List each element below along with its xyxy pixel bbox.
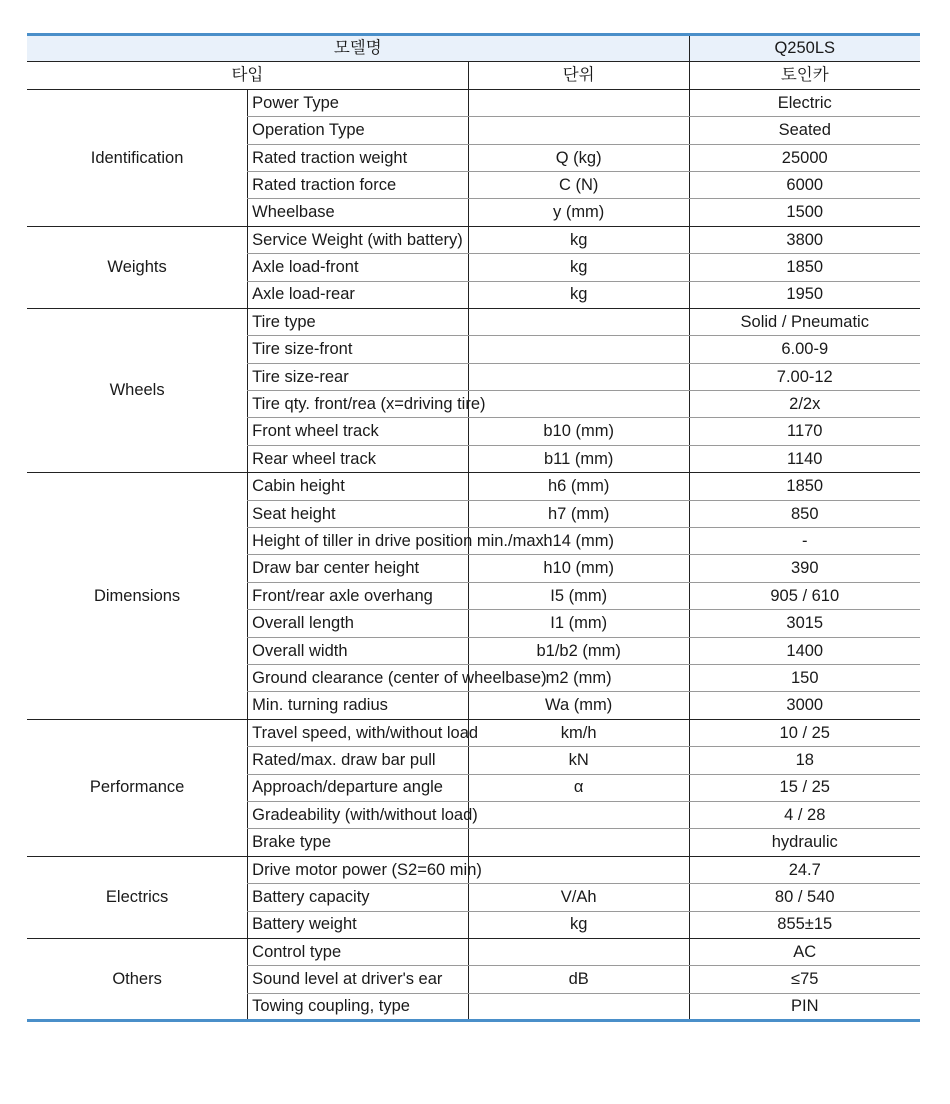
spec-value: 1850 [689,473,920,500]
spec-item-label: Rated traction weight [248,144,469,171]
spec-value: 905 / 610 [689,582,920,609]
spec-unit [468,117,689,144]
spec-unit: kg [468,911,689,938]
spec-item-label: Brake type [248,829,469,856]
spec-value: 18 [689,747,920,774]
spec-item-label: Battery capacity [248,884,469,911]
spec-unit: Wa (mm) [468,692,689,719]
spec-value: 1850 [689,254,920,281]
spec-unit: α [468,774,689,801]
spec-value: 1170 [689,418,920,445]
spec-value: 1950 [689,281,920,308]
group-label: Weights [27,226,248,308]
spec-unit: h7 (mm) [468,500,689,527]
spec-row [27,473,920,500]
spec-unit: Q (kg) [468,144,689,171]
spec-value: 855±15 [689,911,920,938]
spec-unit: kg [468,254,689,281]
group-label: Others [27,938,248,1020]
spec-unit [468,308,689,335]
spec-unit: kN [468,747,689,774]
spec-item-label: Front/rear axle overhang [248,582,469,609]
spec-value: 3000 [689,692,920,719]
spec-item-label: Rated/max. draw bar pull [248,747,469,774]
spec-unit: dB [468,966,689,993]
spec-value: Electric [689,89,920,116]
spec-value: Seated [689,117,920,144]
spec-value: 3015 [689,610,920,637]
spec-item-label: Overall width [248,637,469,664]
spec-item-label: Draw bar center height [248,555,469,582]
spec-value: Solid / Pneumatic [689,308,920,335]
spec-value: 3800 [689,226,920,253]
spec-item-label: Tire size-front [248,336,469,363]
spec-value: AC [689,938,920,965]
spec-value: 1500 [689,199,920,226]
spec-item-label: Approach/departure angle [248,774,469,801]
spec-value: 15 / 25 [689,774,920,801]
spec-value: 1400 [689,637,920,664]
spec-item-label: Gradeability (with/without load) [248,801,469,828]
spec-unit: h6 (mm) [468,473,689,500]
spec-unit: m2 (mm) [468,664,689,691]
spec-unit: C (N) [468,171,689,198]
spec-unit: b11 (mm) [468,445,689,472]
spec-unit [468,89,689,116]
spec-item-label: Ground clearance (center of wheelbase) [248,664,469,691]
spec-value: 6000 [689,171,920,198]
spec-unit [468,993,689,1020]
type-label: 타입 [27,62,468,89]
spec-value: 10 / 25 [689,719,920,746]
group-label: Dimensions [27,473,248,720]
spec-value: 2/2x [689,391,920,418]
group-label: Electrics [27,856,248,938]
spec-unit [468,856,689,883]
group-label: Identification [27,89,248,226]
spec-unit: km/h [468,719,689,746]
spec-value: 80 / 540 [689,884,920,911]
spec-value: 7.00-12 [689,363,920,390]
spec-item-label: Height of tiller in drive position min./max. [248,528,469,555]
spec-item-label: Control type [248,938,469,965]
spec-item-label: Service Weight (with battery) [248,226,469,253]
spec-row [27,89,920,116]
spec-item-label: Overall length [248,610,469,637]
spec-value: 6.00-9 [689,336,920,363]
spec-value: hydraulic [689,829,920,856]
spec-item-label: Wheelbase [248,199,469,226]
spec-unit [468,829,689,856]
spec-item-label: Tire qty. front/rea (x=driving tire) [248,391,469,418]
spec-table [27,33,920,1022]
spec-value: 150 [689,664,920,691]
spec-item-label: Tire size-rear [248,363,469,390]
spec-item-label: Axle load-front [248,254,469,281]
spec-table-body [27,35,920,1021]
spec-item-label: Power Type [248,89,469,116]
spec-value: ≤75 [689,966,920,993]
type-value: 토인카 [689,62,920,89]
spec-value: 1140 [689,445,920,472]
spec-unit: V/Ah [468,884,689,911]
spec-value: PIN [689,993,920,1020]
spec-item-label: Tire type [248,308,469,335]
spec-unit [468,336,689,363]
spec-row [27,938,920,965]
spec-unit: y (mm) [468,199,689,226]
group-label: Wheels [27,308,248,472]
spec-unit: kg [468,281,689,308]
spec-item-label: Operation Type [248,117,469,144]
model-value: Q250LS [689,35,920,62]
type-header-row [27,62,920,89]
spec-value: 850 [689,500,920,527]
spec-unit: kg [468,226,689,253]
spec-item-label: Axle load-rear [248,281,469,308]
spec-item-label: Min. turning radius [248,692,469,719]
spec-item-label: Drive motor power (S2=60 min) [248,856,469,883]
spec-unit: I1 (mm) [468,610,689,637]
spec-item-label: Sound level at driver's ear [248,966,469,993]
spec-unit: h14 (mm) [468,528,689,555]
spec-item-label: Towing coupling, type [248,993,469,1020]
unit-label: 단위 [468,62,689,89]
model-label: 모델명 [27,35,689,62]
spec-unit: I5 (mm) [468,582,689,609]
spec-unit [468,801,689,828]
spec-value: 25000 [689,144,920,171]
spec-unit [468,363,689,390]
spec-item-label: Cabin height [248,473,469,500]
spec-value: - [689,528,920,555]
spec-row [27,226,920,253]
spec-unit: b10 (mm) [468,418,689,445]
spec-item-label: Rear wheel track [248,445,469,472]
spec-item-label: Rated traction force [248,171,469,198]
spec-item-label: Seat height [248,500,469,527]
spec-item-label: Travel speed, with/without load [248,719,469,746]
spec-unit: b1/b2 (mm) [468,637,689,664]
spec-value: 4 / 28 [689,801,920,828]
spec-item-label: Battery weight [248,911,469,938]
spec-row [27,856,920,883]
spec-row [27,308,920,335]
spec-value: 24.7 [689,856,920,883]
spec-item-label: Front wheel track [248,418,469,445]
spec-unit [468,391,689,418]
model-header-row [27,35,920,62]
spec-row [27,719,920,746]
spec-unit [468,938,689,965]
group-label: Performance [27,719,248,856]
spec-value: 390 [689,555,920,582]
spec-unit: h10 (mm) [468,555,689,582]
